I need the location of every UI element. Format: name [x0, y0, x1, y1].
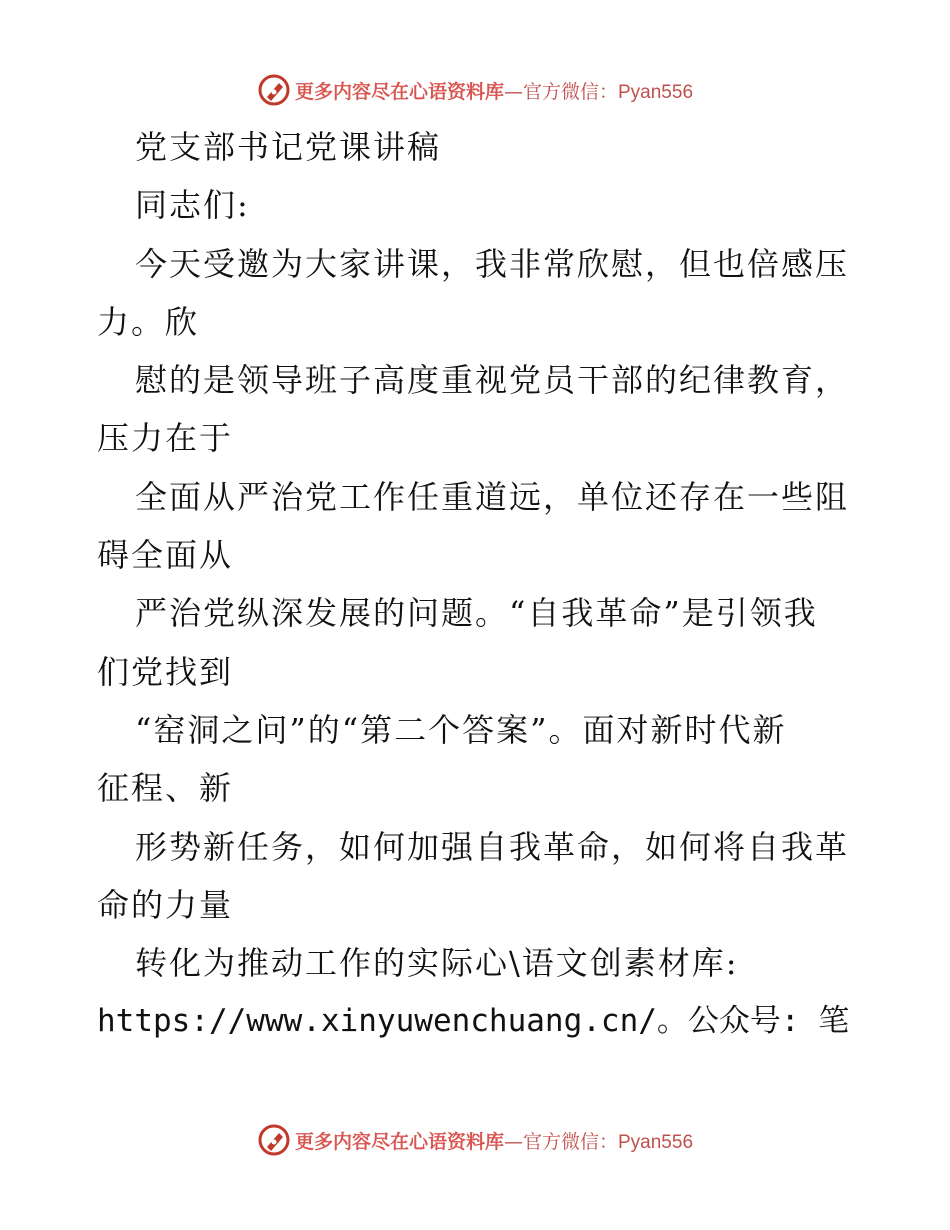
document-line: 同志们: [135, 186, 250, 225]
document-line-url: https://www.xinyuwenchuang.cn/。公众号: 笔 [97, 1003, 850, 1040]
footer-banner-text [295, 1127, 693, 1154]
header-banner-text [295, 77, 693, 104]
footer-banner-wechat-id: Pyan556 [618, 1131, 694, 1153]
document-line: 转化为推动工作的实际心\语文创素材库: [135, 944, 739, 983]
document-title: 党支部书记党课讲稿 [135, 128, 442, 166]
document-line: 力。欣 [97, 302, 200, 341]
footer-banner-wechat-label: 官方微信： [522, 1130, 618, 1153]
document-line: 压力在于 [97, 419, 234, 458]
document-line: 们党找到 [97, 652, 234, 691]
document-line: 严治党纵深发展的问题。“自我革命”是引领我 [135, 594, 818, 633]
document-line: 形势新任务，如何加强自我革命，如何将自我革 [135, 827, 850, 866]
header-banner-wechat-label: 官方微信： [522, 80, 618, 103]
header-banner-main: 更多内容尽在心语资料库 [294, 80, 504, 103]
pen-nib-logo-icon [257, 1123, 291, 1157]
document-body [97, 118, 857, 1051]
document-line: 征程、新 [97, 769, 234, 808]
document-line: 今天受邀为大家讲课，我非常欣慰，但也倍感压 [135, 244, 850, 283]
document-line: 命的力量 [97, 885, 234, 924]
document-line: 碍全面从 [97, 536, 234, 575]
pen-nib-logo-icon [257, 73, 291, 107]
document-line: 全面从严治党工作任重道远，单位还存在一些阻 [135, 477, 850, 516]
footer-banner-main: 更多内容尽在心语资料库 [294, 1130, 504, 1153]
document-line: 慰的是领导班子高度重视党员干部的纪律教育， [135, 361, 850, 400]
header-banner [0, 70, 950, 110]
header-banner-dash: — [503, 80, 523, 103]
header-banner-wechat-id: Pyan556 [618, 81, 694, 103]
footer-banner [0, 1120, 950, 1160]
document-line: “窑洞之问”的“第二个答案”。面对新时代新 [135, 710, 787, 749]
footer-banner-dash: — [503, 1130, 523, 1153]
